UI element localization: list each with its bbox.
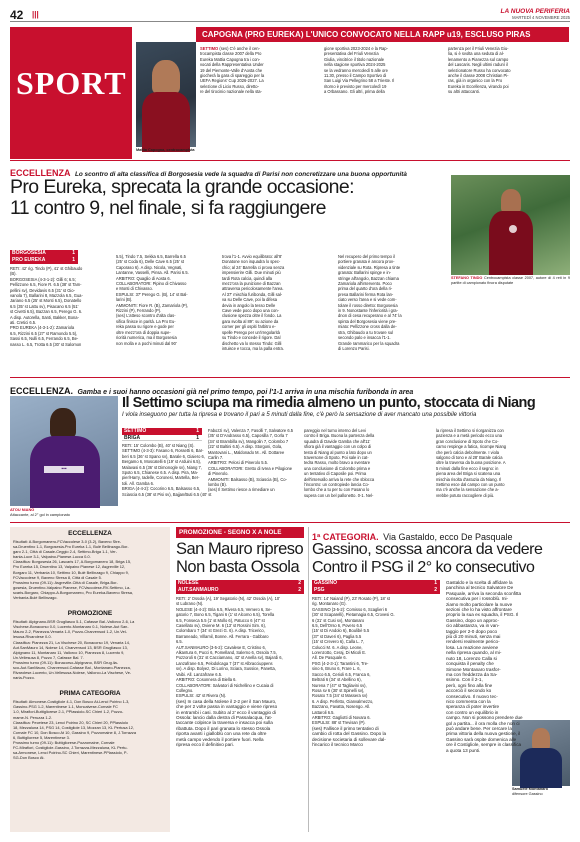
sport-title: SPORT — [16, 65, 127, 101]
top-story-col1: SETTIMO (ses) C'è anche il cen- trocampista classe 2007 della Pro Eureka Mattia Capogna tra i con- vocati della Rappresentativa Under 19 del Piemonte-Valle d'Aosta che giocherà la gara di spareggio per la UEFA Regions' Cup 2026-2027. La selezione di Licio Russo, diretto- re del tirocinio nazionale nella sta- — [200, 46, 265, 95]
article2-col3: pareggio nel turno interno del Levi contro il Briga. Buona la partenza della squadra di Davide Gamba che all'11' sfiora già il vantaggio con un colpo di testa di Niang al punto a lato dopo un traversone di Spoto. Poi sale in cat- tedra Rasso, molto bravo a sventare una conclusione di Colombo prima e un tentativo di Caposile poi. Prima dell'intervallo arriva la rete che sblocca l'incontro: un contropiede lancia Co- lombo che a tu per tu con Fasano lo supera con un bel pallonetto. 0-1. Nel- — [304, 428, 375, 498]
page-header — [10, 8, 570, 22]
score-row-away: PSG 2 — [312, 587, 440, 594]
eccellenza-results: Risultati: A.Borgomanero-FCVaccolese 3-0 (3-2), Baveno Stre- sa-Druentino 1-1, Borgosesia-Pro Eureka 1-1, Bulè Bellinzago-Bor- garo 2-1, Città di Casale-Ceggio 2-4, Settimo-Briga 1-1, Ver- bania-Luce 3-1, Valpaino-Pianese-Lucca 0-0. Classifica: Borgosesia 26, Lascaris 17, A.Borgomanero 18, Briga 15, Pro Eureka 15, Druentino 13, Valpaino Pianese 12, Asgreville 12, Borgaro 11, Verbania 10, Settimo 10, Bulè Bellinzago 9, Chiappo 9, FCVaccolese 9, Baveno Stresa 8, Città di Casale 5. Prossimo turno (09-11): Asgreville-Città di Casale, Briga-Bor- gosesia, Druentino-Valpaino Pianese, FCVaccolese-RV-Settimo, La- scaris-Borgaro, Chiappo-A.Borgomanero, Pro Eureka-Baveno Stresa, Verbania-Bulè Bellinzago. — [13, 539, 134, 601]
article4-kicker: 1ª CATEGORIA. Via Gastaldo, ecco De Pasquale — [312, 532, 513, 542]
article2-subhead: I viola inseguono per tutta la ripresa e trovano il pari a 5 minuti dalla fine, c'è però la sensazione di aver mancato una possibile vittoria — [122, 412, 477, 418]
article4-headline: Gassino, scossa ancora da vedere Contro il PSG il 2° ko consecutivo — [312, 541, 543, 576]
score-row-away: AUT.SANMAURO 2 — [176, 587, 304, 594]
article3-headline: San Mauro ripreso Non basta Ossola — [176, 540, 304, 576]
article1-col1: RETI: 42' rig. Tindo (P), 41' st Ghibaudo (B). BORGOSESIA (4-3-1-2): Gilli 6; 6.5; Pellizzone 6.5, Fiore R. 6.5 (38' st Tam- pellini sv), Devidavis 6.5 (31' st Gio- vanola 7), Ballarini 8, Mazzola 6.5, Gua- Jariano 6.5 (25' st Monti 6.5), Donatello 6.5 (35' st Lattu sv), Pisacano 6.5 (51' st Civetti 6.5), Bazzan 6.5, Perego G. 6. A disp. Autorella, Santi, Bakker, Bona- ati. Cretici 6.5. PRO EUREKA (4-3-1-2): Zamariola 6.5, Rizzini 6.5 (27' st Ramondo 5.5), Sassi 6.5, Nulli 6.5, Ferrando 6.5, Be- nasso L. 6.5, Trotta 6.5 (30' st Salomon — [10, 266, 83, 347]
top-story-col2: gione sportiva 2023-2024 e la Rap- presentativa del Friuli Venezia Giulia, vincitrice il titolo nazionale nella stagione sportiva 2024-2025 se la vedranno mercoledì 5 alle ore 11.30, presso il Campo Sportivo di San Luigi Via Pellegrino 58 a Trieste. Il ritorno è previsto per mercoledì 19 a Orbassano. Gli altri, prima della — [324, 46, 395, 95]
montanaro-photo-caption: Samuele Montanaro difensore Gassino — [512, 787, 549, 796]
article3-score-table — [176, 580, 304, 594]
eccellenza-title: ECCELLENZA — [68, 530, 112, 537]
article3-body: RETI: 2' Ossola (A), 19' Segatorio (N), 42' Ossola (A), 10' st Lubrano (N). NOLESE (4-4-2): Bria 6.5, Rivera 6.5, Vemero 6, Se- gatorio 7, Bono 6.5, Tigani 6 (1' st Alcomo 6.5), Torella 6.5, Fonseca 5.5 (1' st Mollo 6), Patucco 6 (47' st Casellato sv), Oviene M. 6 (13' st Rossini Sim. 6), Colombaro 7 (34' st Grezi G. 6). A disp. Tricerico, Barraneado, Villamil, Bonne. All. Ferrara - Gabbaro 6.5. AUT.SANMAURO (3-5-2): Cavalese E, Cristino 6, Alkantura 6, Pucci 6, Pomelland, Salerno 6, Ossola 7.5, Pozzoroli 6 (31' st Cacciamano, 42' st Anella sv), Bajardi 6, Lanzafrane 6.5, Pelodolcaga 7 (37' st Albracciuppens sv). A disp. Bolyez, Di Lorino, Sciara, Sussice, Panetta, Vaibi. All. Lanzafrane 6.5. ARBITRO: Cosonnera di Biella 6. COLLABORATORI: Salvatori di Nichellino e Cucaia di Collegno. ESPULSI: 42' st Rivera (N). (ses) In casa della Nolese il 2-2 per il San Mauro, che per 2 volte passa in vantaggio e viene ripreso in entrambi i casi. Subito al 2' ecco il vantaggio di Ossola: lancio dalla destra di Passalacqua, l'at- taccante colpisce la traversa e insacca poi sulla ribattuta. Dopo il pari granata lo stesso Ossola riporta avanti i gialloblù con una rete da oltre metà campo vedendo il portiere fuori. Nella ripresa ecco il definitivo pari. — [176, 596, 283, 747]
article4-col1: RETI: 14' Naiand (P), 23' Rosato (P), 18' st rig. Montanaro (G). GASSINO (3-5-2): Comisso 6, Scaglieri 6 (30' st Scaparelli), Pietamagia 6.5, Crovesi G. 6 (31' st Cusi sv), Montanaro 6.5, Dell'Orso 6, Povero 6.5 (15' st Di Andolo 6), Boulibè 5.5 (37' st Daveri 6), Paglia 5.5 (15' st Crevero 6), Calla L. 7, Colucci M. 6. A disp. Leone, Lorenzotto, Ceraj, Di Micoli E. All. De Pasquale 6. PSG (4-2-3-1): Tarantini 6, Tre- sino 6, Bruno 6, Frare L. 6, Sacco 6.5, Cerioli 6.5, Franca 6, Beltrati 6 (34' st Abellino 6), Nurena 7 (47' st Tagliavini sv), Rosa sv 6 (30' st Spinelli sv), Rosato 7.5 (34' st Massera sv) 6. A disp. Perfetto, Gianvalmezzo, Bazzano, Favatta, Nosengo. All. Lattaroli 6.5. ARBITRO: Gagliotti di Novara 6. ESPULSI: 88' st Trevisan (P). (ses) Fallisce il primo tentativo di cambio di rotta del Gassino. Dopo la decisione societaria di sollevare dal- l'incarico il tecnico Marco — [312, 596, 395, 747]
article1-col3: trova l'1-1. Avvio equilibrato: all'8' Donatone non inquadra lo spec- chio; al 24' Barrella ci prova senza impensierire Gilli. Due minuti più tardi Rota calcia, quindi alla mezz'ora la punizione di Bazzan attraversa pericolosamente l'area. Al 37' mischia furibonda, Gilli sal- va su Delle Cave, poi la difesa devia in angolo la tesso Delle Cave vede poco dopo una con- clusione spezza oltre il fondo. La gara svolta al 89': su azione da corner per gli ospiti l'arbitro e- spelle Perego per un'irregolarità su Tindo e concede il rigore. Dal dischetto va lo stesso Tindo: Gilli intuisce e tocca, ma la palla entra. — [222, 254, 285, 351]
article1-col4: Nel recupero del primo tempo il portiere granata è ancora prov- videnziale su Rota. Ripresa a tinte granata: Ballarini spinge e in- stringe all'angolo, Bazzan chiama Zamariola all'intervento. Poco prima del quarto d'ora della ri- presa Ballarini ferma Rota lan- ciato verso l'area e si vede com- tolare il rosso diretto: Borgosesia in 9. Nonostante l'inferiorità i gra- dnon di cesa recuperano e al 74' la spinta del Borgosesia viene pre- miato: Pellizzone cross dalla de- stra, Ghibaudo a tu trovare sul secondo palo e insacca l'1-1. Grande rammarico per la squadra di Lorenzo Parisi. — [338, 254, 402, 351]
score-row-home: GASSINO 1 — [312, 580, 440, 587]
article2-score-table — [122, 428, 202, 441]
brand-name: LA NUOVA PERIFERIA — [500, 8, 570, 15]
tindo-photo — [451, 175, 570, 275]
article2-kicker: ECCELLENZA. Gamba e i suoi hanno occasioni già nel primo tempo, poi l'1-1 arriva in una mischia furibonda in area — [10, 386, 414, 396]
article2-col1: RETI: 15' Colombo (B), 40' st Niang (S). SETTIMO (4-3-3): Fasano 6, Rossetti 6, Bar- beri 6.5 (36' st Spano sv), Barale 6, Giaiero 6, Bergamo 6, Moscatelli 6 (19' st Arduini 6.5), Malavasi 6.5 (36' st Dimonogle sv), Niang 7, Spoto 6.5, Chianese 6.5. A disp. Pira, Ma- pier/Harry, Iadelle, Coronesi, Martella, Ber- toli. All. Gamba 6. BRIGA (4-4-2): Cocorino 6.5, Balsasso 6.5, Sciascia 6.5 (38' st Pisi sv), Bajjan/Buti 6.5 (40' st — [122, 443, 212, 497]
top-story-banner: CAPOGNA (PRO EUREKA) L'UNICO CONVOCATO NELLA RAPP u19, ESCLUSO PIRAS — [196, 27, 569, 42]
score-row-away: BRIGA 1 — [122, 435, 202, 442]
article2-col4: la ripresa il Settimo si riorganizza con pazienza e a metà periodo ecco una gran conclusione di Spoto che Co- carno respinge a fatica, ricompe Niang che però calcia debolmente. I viola salgono di tono e al 28' Barale calcia oltre la traversa da buona posizione. A 5 minuti dalla fine ecco il segno: in piena area del Briga si scatena una mischia risolta d'astuzia da Niang. Il Settimo esce dal campo con un punto ma c'è anche la sensazione che a- vrebbe potuto raccogliere di più. — [436, 428, 507, 498]
article1-col2: 5.5), Tindo 7.5, Sekka 6.5, Barrella 6.5 (25' st Coda 6), Delle Cave 6.5 (25' st Caporaso 6). A disp. Nicola, Vegnati, Lantanne, Vasselli, Pinsa. All. Parisi 6.5. ARBITRO: Quaglio di Aosta 6. COLLABORATORI: Pipino di Chivasso e Monti di Chivasso. ESPULSI: 37' Perego G. (B), 14' st Bal- larini (B). AMMONITI: Fiore R. (B), Zamariola (P), Rizzini (P), Ferrando (P). (ses) L'atteso scontro d'alta clas- sifica finisce in parità. La Pro Eu- reka passa su rigore e gode per oltre mezz'ora di doppia supe- riorità numerica, ma il Borgosesia non molla e a pochi minuti dal 90' — [116, 254, 189, 346]
article2-headline: Il Settimo sciupa ma rimedia almeno un punto, stoccata di Niang — [122, 395, 536, 411]
prima-categoria-results: Risultati: Almonese-Costigliole 4-1, Don Bosco At-Lenci Poirino 1-3, Gassino-PSG 1-2, Marentinese 1-1, Moncalvese-Cornale FC 1-0, Mirafiori-Buttigliorese 2-1, PPlassiolo-SC Chieri 1-2, Pozzo- mame-N. Peruzza 1-2. Classifica: Pecetese 23, Lenci Poirino 20, SC Chieri 20, PPlassiolo 18, Mezzaluna 14, PSG 14, Costigliole 13, Mozzan 13, KL Pertusa 12, Cornale FC 10, Don Bosco At 10, Gassino 9, Pozzomaine 8, J.Torrazza 6, Buttigliorese 5, Marentinese 3. Prossimo turno (09-11): Buttigliorese-Pozzomaine, Cornale FC-Mirafiori, Costigliole-Gassino, J.Torrazza-Mezzaluna, KL Pertu- sa-Armonese, Lenci Poirino-SC Chieri, Marentinese-PPlassiolo, P- SG-Don Bosco At. — [13, 699, 137, 761]
promozione-results: Risultati: Alpignano-BSR Grugliasco 5-1, Cafasse Bal.-Vallorco 2-6, La Vischese-Bonacorso 0-0, Lucento-Montanaro 0-1, Nolese-Aut San- Mauro 2-2, Pianezza-Venaria 1-0, Pozzo-Charvensod 1-2, Un.Vel- lesusa-Rivarolese 0-0. Classifica: Pianezza 21, La Vischese 20, Bonacorso 19, Venaria 14, Aut.SanMauro 14, Nolese 14, Charvensod 13, BSR Grugliasco 13, Alpignano 11, Montanaro 11, Vallorco 10, Pianezza 8, Lucento 9, Un.Vellesusa 8, Pozzo 7, Cafasse Bal. 7. Prossimo turno (09-11): Bonacorso-Alpignano, BSR Grug.lia- sco-Aut.SanMauro, Charvensod-Cafasse Bal., Montanaro-Pianezza, Rivarolese-Lucento, Un.Vellesusa-Nolese, Vallorco-La Vischese, Ve- naria-Pozzo. — [13, 619, 135, 681]
tindo-photo-caption: STEFANO TINDO Centrocampista classe 2007, autore di 4 reti in 9 partite di campionato finora disputate — [451, 276, 570, 285]
promozione-title: PROMOZIONE — [67, 610, 113, 618]
article1-score-table — [10, 250, 78, 264]
score-row-away: PRO EUREKA 1 — [10, 257, 78, 264]
article3-kicker: PROMOZIONE - SEGNO X A NOLE — [176, 527, 304, 538]
niang-photo-caption: ATOU NIANG Attaccante, al 2° gol in campionato — [10, 507, 70, 518]
page-number: 42 — [10, 8, 24, 22]
article1-headline: Pro Eureka, sprecata la grande occasione: 11 contro 9, nel finale, si fa raggiungere — [10, 176, 354, 219]
prima-categoria-title: PRIMA CATEGORIA — [59, 690, 121, 698]
niang-photo: ▪▪▪ — [10, 396, 118, 506]
capogna-photo — [136, 42, 196, 147]
top-story-col3: partenza per il Friuli Venezia Giu- lia, si è svolta una seduta di al- lenamento a Pianezza sul campo del Lascaris. Negli ultimi radunì il selezionatore Russo ha convocato anche il classe 2008 Christian Pi- ras, già in organico con la Pro Eureka in Eccellenza, virando poi su altri attaccanti. — [448, 46, 511, 95]
section-code: ||| — [32, 10, 39, 19]
article2-col2: Fabozzi sv), Valenza 7, Fasolli 7, Salvatore 6.5 (35' st D'Andrasso 6.5), Caposilla 7, Gorla 7 (34' st Brambilla sv), Mangolin 7, Colombo 7 (22' st Baltini 6.5). A disp. Storgoni, Gola, Mantovani L., Maldonado M.. All. Dottaree Carlin 7. ARBITRO: Pelosi di Pinerolo 5.5. COLLABORATORI: Gretto di Ivrea e Pilogione di Pinerolo. AMMONITI: Balsasso (B), Sciascia (B), Co- lombo (B). (ses) Il Settimo riesce a rimediare un — [208, 428, 294, 493]
article4-col2: Gastaldo e la scelta di affidare la panchina al tecnico Salvatore De Pasquale, arriva la seconda sconfitta consecutiva per i rossoblù. Ini- ziamo molto particolare la nuove sezioni che lo ha visto affrontare proprio la sua ex squadra, il PSG. Il Gassino, dopo un approc- cio abbastanza, va in van- taggio per 2-0 dopo poco più di 20 minuti, senza mai rendersi realmente perico- losa. La reazione avviene nella ripresa quando, al mi- nuto 18, Lorenzo Calla si conquista il penalty che Simone Montanaro trasfor- ma con freddezza da Sa- ssinno. Con il 2-1, però, ogni fino alla fine accorciò il secondo ko consecutivo. Il nuovo tec- nico commenta con la speranza di poter invertire con contro un equilibrio in campo. Non si possono prendere due gol a partita... il ora molla che non ci può andare bene. Per cercare la prima vittoria della nuova gestione, il Gassino sarà ospite domenica alle ore il Costigliole, sempre in classifica a quota 13 punti. — [446, 580, 523, 753]
score-row-home: SETTIMO 1 — [122, 428, 202, 435]
date: MARTEDÌ 4 NOVEMBRE 2025 — [512, 15, 570, 20]
article4-score-table — [312, 580, 440, 594]
article1-kicker: ECCELLENZA Lo scontro di alta classifica di Borgosesia vede la squadra di Parisi non concretizzare una buona opportunità — [10, 168, 407, 178]
score-row-home: BORGOSESIA 1 — [10, 250, 78, 257]
capogna-photo-caption: Mattia Capogna, centrocampista — [136, 148, 195, 152]
sport-section-label — [10, 27, 132, 159]
score-row-home: NOLESE 2 — [176, 580, 304, 587]
results-box — [10, 527, 170, 832]
